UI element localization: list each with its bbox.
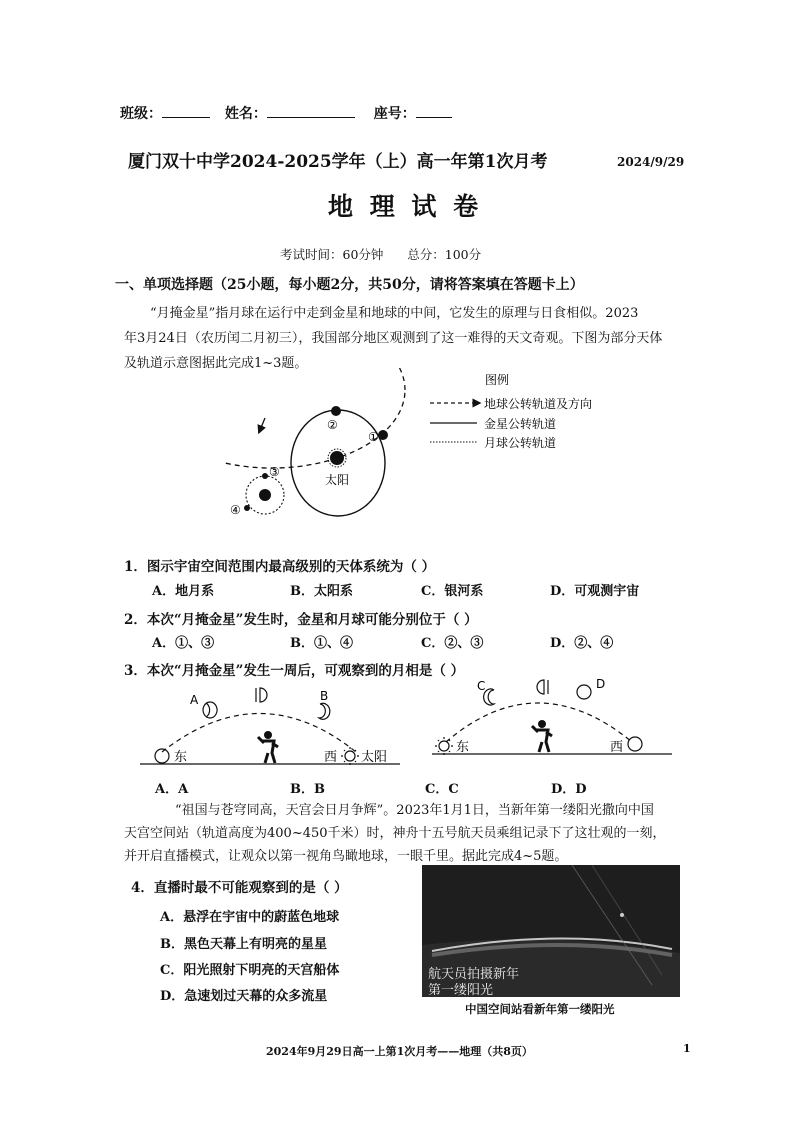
q4-option-d[interactable]: D．急速划过天幕的众多流星 — [160, 989, 328, 1004]
main-title: 地 理 试 卷 — [328, 192, 483, 221]
intro2-line-1: “祖国与苍穹同高，天宫会日月争辉”。2023年1月1日，当新年第一缕阳光撒向中国 — [175, 803, 654, 818]
q2-option-c[interactable]: C．②、③ — [421, 636, 484, 651]
moon-phase-diagram-left — [140, 680, 400, 770]
label-a: A — [190, 693, 199, 707]
section-heading: 一、单项选择题（25小题，每小题2分，共50分，请将答案填在答题卡上） — [115, 277, 584, 293]
observer-icon-right — [532, 720, 552, 752]
moon-b-icon — [319, 703, 330, 719]
moon-a-icon — [203, 702, 217, 718]
exam-info: 考试时间：60分钟 总分：100分 — [280, 247, 482, 262]
moon-c-icon — [484, 689, 494, 705]
west-label-right: 西 — [610, 740, 624, 755]
earth-orbit — [225, 368, 405, 468]
moon-d-icon — [577, 685, 591, 699]
q1-option-d[interactable]: D．可观测宇宙 — [550, 584, 640, 599]
marker-1: ① — [368, 430, 379, 444]
q1-option-c[interactable]: C．银河系 — [421, 584, 484, 599]
moon-position-4 — [244, 505, 250, 511]
east-label-left: 东 — [174, 750, 188, 765]
school-title: 厦门双十中学2024-2025学年（上）高一年第1次月考 — [128, 152, 548, 172]
student-info-line — [120, 103, 452, 123]
q1-option-a[interactable]: A．地月系 — [152, 584, 215, 599]
space-station-photo — [422, 865, 680, 997]
marker-3: ③ — [269, 465, 280, 479]
legend-moon-orbit: 月球公转轨道 — [484, 436, 557, 450]
label-b: B — [320, 689, 329, 703]
observer-icon — [258, 731, 278, 763]
earth — [259, 489, 271, 501]
west-label-left: 西 — [324, 750, 338, 765]
intro2-line-3: 并开启直播模式，让观众以第一视角鸟瞰地球，一眼千里。据此完成4~5题。 — [124, 849, 568, 864]
marker-4: ④ — [230, 503, 241, 517]
q4-option-c[interactable]: C．阳光照射下明亮的天宫船体 — [160, 963, 340, 978]
class-blank[interactable] — [162, 117, 210, 118]
q3-option-c[interactable]: C．C — [425, 782, 459, 797]
question-1-stem: 1．图示宇宙空间范围内最高级别的天体系统为（ ） — [124, 559, 436, 575]
q3-option-b[interactable]: B．B — [290, 782, 325, 797]
q3-option-a[interactable]: A．A — [155, 782, 189, 797]
intro2-line-2: 天宫空间站（轨道高度为400~450千米）时，神舟十五号航天员乘组记录下了这壮观的一刻， — [124, 826, 666, 841]
venus-position-1 — [378, 430, 388, 440]
moon-top-left-icon — [260, 688, 267, 702]
q2-option-a[interactable]: A．①、③ — [152, 636, 215, 651]
name-label: 姓名： — [224, 106, 267, 122]
legend-earth-orbit: 地球公转轨道及方向 — [484, 397, 593, 411]
photo-text-line-2: 第一缕阳光 — [428, 983, 494, 997]
seat-blank[interactable] — [416, 117, 452, 118]
page-number: 1 — [683, 1042, 691, 1055]
question-4-stem: 4．直播时最不可能观察到的是（ ） — [131, 880, 348, 896]
sun-label-left: 太阳 — [361, 750, 388, 765]
label-c: C — [477, 679, 486, 693]
q4-option-a[interactable]: A．悬浮在宇宙中的蔚蓝色地球 — [160, 910, 340, 925]
q2-option-d[interactable]: D．②、④ — [550, 636, 614, 651]
photo-text-line-1: 航天员拍摄新年 — [428, 967, 520, 982]
moon-east-icon — [155, 749, 169, 763]
legend-title: 图例 — [485, 373, 510, 387]
venus-position-2 — [331, 406, 341, 416]
exam-date: 2024/9/29 — [617, 155, 685, 169]
footer-text: 2024年9月29日高一上第1次月考——地理（共8页） — [266, 1045, 533, 1058]
question-2-stem: 2．本次“月掩金星”发生时，金星和月球可能分别位于（ ） — [124, 612, 478, 628]
moon-top-right-icon — [537, 680, 544, 694]
orbit-diagram — [225, 368, 605, 548]
q2-option-b[interactable]: B．①、④ — [290, 636, 353, 651]
marker-2: ② — [327, 418, 338, 432]
class-label: 班级： — [120, 106, 162, 122]
orbit-direction-arrow — [260, 418, 265, 430]
q1-option-b[interactable]: B．太阳系 — [290, 584, 353, 599]
intro-line-1: “月掩金星”指月球在运行中走到金星和地球的中间，它发生的原理与日食相似。2023 — [150, 306, 639, 321]
sun-label: 太阳 — [325, 473, 350, 487]
name-blank[interactable] — [267, 117, 355, 118]
q4-option-b[interactable]: B．黑色天幕上有明亮的星星 — [160, 937, 327, 952]
intro-line-2: 年3月24日（农历闰二月初三），我国部分地区观测到了这一难得的天文奇观。下图为部分天体 — [124, 331, 663, 346]
photo-caption: 中国空间站看新年第一缕阳光 — [465, 1002, 615, 1016]
label-d: D — [596, 677, 606, 691]
sun-east-icon — [435, 737, 453, 755]
seat-label: 座号： — [373, 106, 416, 122]
moon-phase-diagram-right — [432, 674, 672, 764]
sky-arc-left — [162, 714, 356, 753]
moon-position-3 — [262, 473, 268, 479]
question-3-stem: 3．本次“月掩金星”发生一周后，可观察到的月相是（ ） — [124, 663, 465, 679]
east-label-right: 东 — [456, 740, 470, 755]
sun-west-icon — [341, 747, 359, 765]
legend-venus-orbit: 金星公转轨道 — [484, 417, 557, 431]
q3-option-d[interactable]: D．D — [551, 782, 587, 797]
intro-line-3: 及轨道示意图据此完成1~3题。 — [124, 356, 308, 371]
sun-icon — [328, 449, 346, 467]
moon-west-icon — [628, 737, 642, 751]
